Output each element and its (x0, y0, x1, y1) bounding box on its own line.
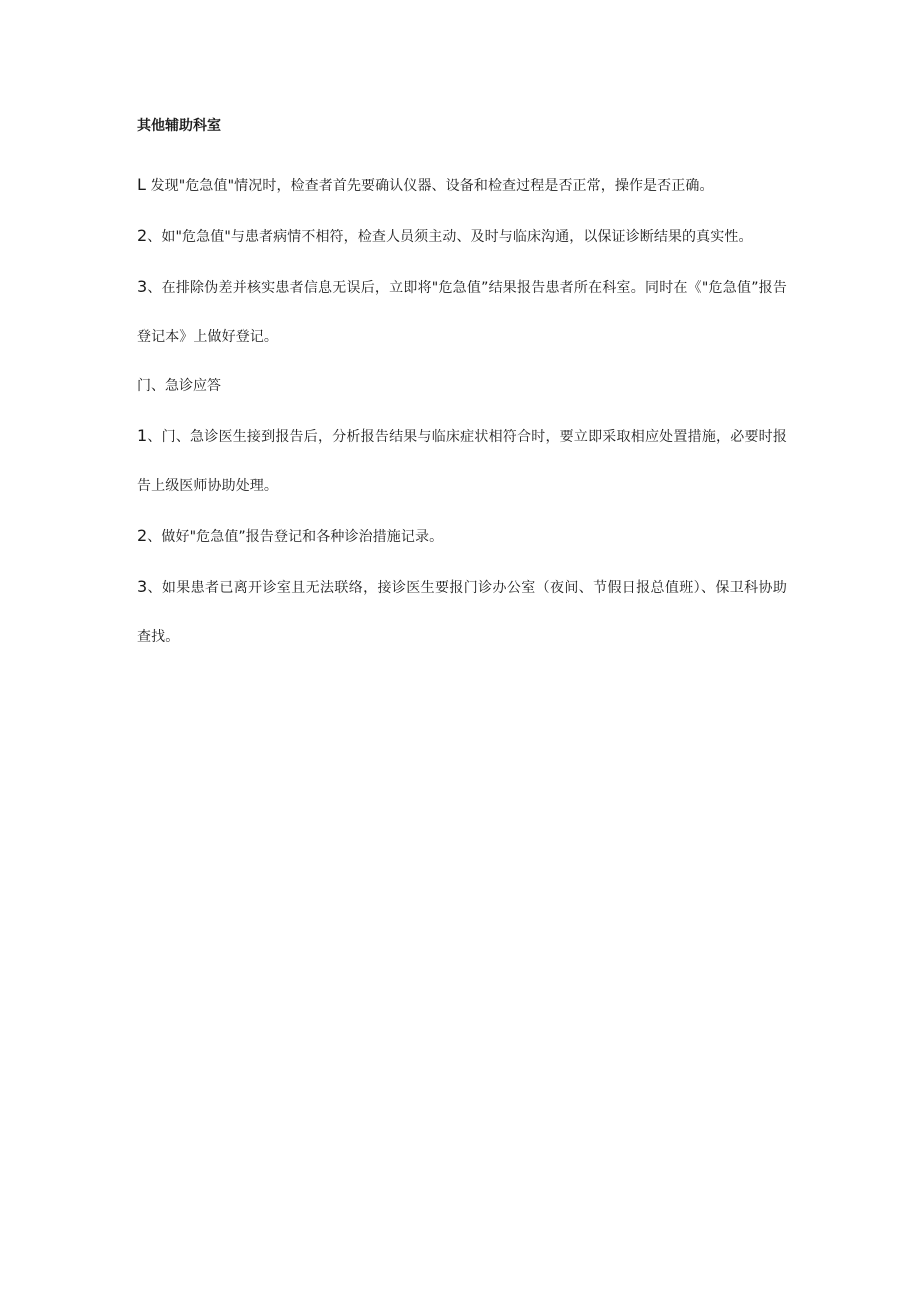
list-item (137, 262, 787, 362)
item-number: 2 (137, 526, 148, 545)
list-item (137, 562, 787, 662)
item-text: 、如"危急值"与患者病情不相符，检查人员须主动、及时与临床沟通，以保证诊断结果的真实性。 (147, 229, 753, 245)
item-text: 、做好"危急值”报告登记和各种诊治措施记录。 (147, 529, 444, 545)
item-number: L (137, 175, 147, 194)
list-item (137, 511, 787, 562)
list-item (137, 411, 787, 511)
item-number: 2 (137, 226, 148, 245)
item-number: 3 (137, 277, 148, 296)
item-text: 、在排除伪差并核实患者信息无误后，立即将"危急值”结果报告患者所在科室。同时在《"危急值”报告登记本》上做好登记。 (137, 280, 787, 345)
item-text: 、门、急诊医生接到报告后，分析报告结果与临床症状相符合时，要立即采取相应处置措施，必要时报告上级医师协助处理。 (137, 429, 787, 494)
section-heading-outpatient-emergency: 门、急诊应答 (137, 378, 221, 394)
document-body (137, 112, 787, 662)
section-heading-auxiliary-departments: 其他辅助科室 (137, 118, 221, 134)
item-text: 、如果患者已离开诊室且无法联络，接诊医生要报门诊办公室（夜间、节假日报总值班）、保卫科协助查找。 (137, 580, 787, 645)
item-number: 3 (137, 577, 148, 596)
list-item (137, 211, 787, 262)
item-text: 发现"危急值"情况时，检查者首先要确认仪器、设备和检查过程是否正常，操作是否正确。 (146, 178, 714, 194)
list-item (137, 160, 787, 211)
item-number: 1 (137, 426, 148, 445)
